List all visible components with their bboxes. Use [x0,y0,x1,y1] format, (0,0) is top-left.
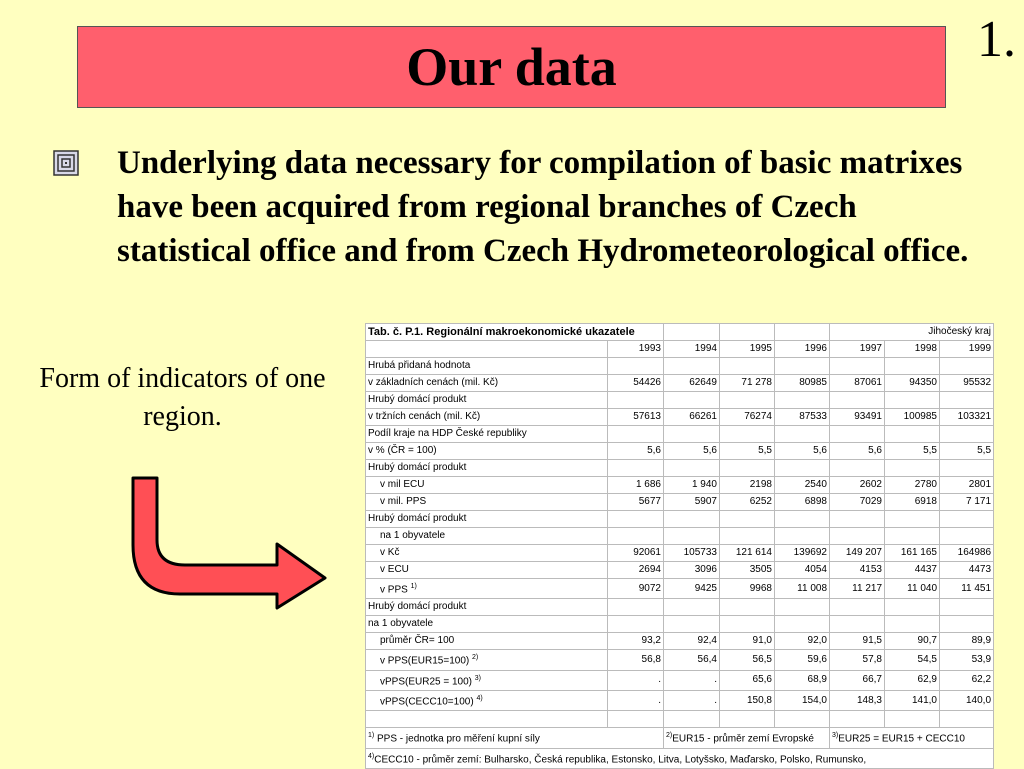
table-cell [775,358,830,375]
table-cell [885,511,940,528]
table-cell [885,528,940,545]
table-cell: 68,9 [775,670,830,690]
table-row [366,426,994,443]
table-cell [608,358,664,375]
footnote-row [366,728,994,748]
table-cell [830,528,885,545]
table-cell: 2602 [830,477,885,494]
table-cell [885,599,940,616]
table-cell [664,599,720,616]
table-cell: 5,6 [664,443,720,460]
table-cell: . [664,670,720,690]
table-cell: 140,0 [940,690,994,710]
footnote-2: $^{2)}$EUR15 - průměr zemí Evropské [664,728,830,748]
indicators-table [365,323,994,769]
table-cell [664,711,720,728]
table-cell: 93491 [830,409,885,426]
table-cell: 4473 [940,562,994,579]
row-label: průměr ČR= 100 [366,633,608,650]
table-cell: 7 171 [940,494,994,511]
table-cell: 5,5 [885,443,940,460]
curved-arrow-icon [125,470,335,610]
table-cell: 87533 [775,409,830,426]
table-row [366,562,994,579]
nested-square-bullet-icon [53,150,79,176]
table-cell: 100985 [885,409,940,426]
table-cell: 2780 [885,477,940,494]
table-cell: 80985 [775,375,830,392]
table-cell: 11 040 [885,579,940,599]
table-title: Tab. č. P.1. Regionální makroekonomické ukazatele [366,324,664,341]
table-cell [664,460,720,477]
table-cell [885,392,940,409]
table-cell: 62,2 [940,670,994,690]
table-row [366,409,994,426]
table-cell: 93,2 [608,633,664,650]
table-cell: 66261 [664,409,720,426]
year-header: 1996 [775,341,830,358]
row-label [366,711,608,728]
table-cell [775,511,830,528]
table-cell: 56,5 [720,650,775,670]
table-cell: 11 451 [940,579,994,599]
table-row [366,633,994,650]
table-cell [720,599,775,616]
table-cell: 149 207 [830,545,885,562]
table-row [366,477,994,494]
row-label: v PPS(EUR15=100) $^{2)}$ [366,650,608,670]
indicators-table-container [365,323,993,769]
table-cell: 57,8 [830,650,885,670]
table-cell [940,511,994,528]
table-cell: 4437 [885,562,940,579]
table-cell [885,426,940,443]
table-cell [830,711,885,728]
table-row [366,690,994,710]
table-cell [608,426,664,443]
row-label: Hrubá přidaná hodnota [366,358,608,375]
row-label: v ECU [366,562,608,579]
footnote-row [366,748,994,768]
table-row [366,528,994,545]
table-cell: 62,9 [885,670,940,690]
row-label: Podíl kraje na HDP České republiky [366,426,608,443]
table-cell: 1 940 [664,477,720,494]
table-cell: 2694 [608,562,664,579]
table-row [366,650,994,670]
table-row [366,599,994,616]
table-cell [608,599,664,616]
footnote-3: $^{3)}$EUR25 = EUR15 + CECC10 [830,728,994,748]
table-cell: 161 165 [885,545,940,562]
table-cell: 56,4 [664,650,720,670]
table-cell [830,460,885,477]
table-cell: 9425 [664,579,720,599]
table-cell: 121 614 [720,545,775,562]
table-row [366,443,994,460]
table-cell [720,426,775,443]
table-cell [664,616,720,633]
table-cell [608,460,664,477]
table-cell [775,528,830,545]
table-cell: 56,8 [608,650,664,670]
table-row [366,375,994,392]
table-cell [720,711,775,728]
bullet-text: Underlying data necessary for compilation of basic matrixes have been acquired from regional branches of Czech statistical office and from Czech Hydrometeorological office. [117,145,969,269]
table-cell [940,528,994,545]
table-cell [775,711,830,728]
table-cell: 57613 [608,409,664,426]
table-cell [664,392,720,409]
table-cell: 59,6 [775,650,830,670]
table-cell: 141,0 [885,690,940,710]
table-cell: 76274 [720,409,775,426]
table-cell: 5,5 [720,443,775,460]
table-cell: 164986 [940,545,994,562]
table-cell: 53,9 [940,650,994,670]
row-label: v % (ČR = 100) [366,443,608,460]
table-cell [608,392,664,409]
table-cell [830,426,885,443]
table-cell [940,599,994,616]
table-cell: 9072 [608,579,664,599]
table-cell: 6252 [720,494,775,511]
table-cell [608,511,664,528]
table-cell: 3505 [720,562,775,579]
table-cell: . [664,690,720,710]
table-cell [885,460,940,477]
table-cell: 105733 [664,545,720,562]
table-cell: 54426 [608,375,664,392]
table-cell [720,392,775,409]
row-label: v mil. PPS [366,494,608,511]
table-cell: 11 008 [775,579,830,599]
year-header: 1995 [720,341,775,358]
table-cell [940,426,994,443]
footnote-1: $^{1)}$ PPS - jednotka pro měření kupní síly [366,728,664,748]
table-cell [830,599,885,616]
row-label: Hrubý domácí produkt [366,511,608,528]
table-cell [830,392,885,409]
table-cell [940,358,994,375]
table-row [366,358,994,375]
table-cell [720,460,775,477]
table-cell: . [608,670,664,690]
row-label: v Kč [366,545,608,562]
table-cell [940,616,994,633]
table-cell: 71 278 [720,375,775,392]
table-cell [720,511,775,528]
table-cell [664,511,720,528]
table-cell [775,392,830,409]
year-header: 1993 [608,341,664,358]
table-cell [775,426,830,443]
table-cell: 95532 [940,375,994,392]
table-cell: 5,6 [775,443,830,460]
row-label: vPPS(CECC10=100) $^{4)}$ [366,690,608,710]
year-header: 1998 [885,341,940,358]
table-cell: 87061 [830,375,885,392]
year-header: 1999 [940,341,994,358]
table-row [366,711,994,728]
footnote-4: $^{4)}$CECC10 - průměr zemí: Bulharsko, Česká republika, Estonsko, Litva, Lotyšsko, Maďarsko, Polsko, Rumunsko, [366,748,994,768]
table-cell: 3096 [664,562,720,579]
side-caption: Form of indicators of one region. [39,363,326,432]
table-cell: 5677 [608,494,664,511]
table-cell [775,599,830,616]
table-cell: 5,6 [830,443,885,460]
table-cell [664,426,720,443]
table-cell: 5,5 [940,443,994,460]
table-cell: 6898 [775,494,830,511]
slide-number: 1. [977,11,1016,68]
table-row [366,579,994,599]
table-cell: 4054 [775,562,830,579]
row-label: Hrubý domácí produkt [366,460,608,477]
table-cell: 5,6 [608,443,664,460]
table-cell: 4153 [830,562,885,579]
table-cell: 5907 [664,494,720,511]
table-cell [830,616,885,633]
table-row [366,460,994,477]
row-label: na 1 obyvatele [366,528,608,545]
table-cell: 92061 [608,545,664,562]
table-cell [608,616,664,633]
row-label: v PPS $^{1)}$ [366,579,608,599]
year-header: 1997 [830,341,885,358]
slide-title: Our data [406,37,617,97]
table-cell: 139692 [775,545,830,562]
table-cell: 65,6 [720,670,775,690]
table-cell: 2198 [720,477,775,494]
table-cell [720,528,775,545]
table-cell: 2801 [940,477,994,494]
table-cell: 90,7 [885,633,940,650]
table-cell: 2540 [775,477,830,494]
table-cell: 94350 [885,375,940,392]
table-title-row [366,324,994,341]
table-cell: 91,5 [830,633,885,650]
row-label: v základních cenách (mil. Kč) [366,375,608,392]
table-cell: 92,4 [664,633,720,650]
table-cell [830,358,885,375]
table-cell: 62649 [664,375,720,392]
table-cell: 1 686 [608,477,664,494]
row-label: v mil ECU [366,477,608,494]
table-cell: 54,5 [885,650,940,670]
table-cell [608,711,664,728]
table-cell [775,460,830,477]
table-cell: 92,0 [775,633,830,650]
table-cell: . [608,690,664,710]
table-cell: 150,8 [720,690,775,710]
title-banner [77,26,946,108]
table-cell: 66,7 [830,670,885,690]
table-cell [885,358,940,375]
table-cell: 6918 [885,494,940,511]
table-cell: 89,9 [940,633,994,650]
table-cell: 103321 [940,409,994,426]
table-cell [940,711,994,728]
row-label: Hrubý domácí produkt [366,392,608,409]
table-cell [664,358,720,375]
table-cell [885,711,940,728]
table-cell [608,528,664,545]
table-cell: 7029 [830,494,885,511]
table-row [366,670,994,690]
row-label: Hrubý domácí produkt [366,599,608,616]
table-region: Jihočeský kraj [830,324,994,341]
table-row [366,494,994,511]
table-row [366,511,994,528]
table-row [366,545,994,562]
table-cell [940,392,994,409]
year-header-row [366,341,994,358]
row-label: na 1 obyvatele [366,616,608,633]
row-label: v tržních cenách (mil. Kč) [366,409,608,426]
table-cell [664,528,720,545]
year-header: 1994 [664,341,720,358]
table-row [366,616,994,633]
table-cell: 154,0 [775,690,830,710]
table-cell [940,460,994,477]
table-cell: 148,3 [830,690,885,710]
table-cell: 11 217 [830,579,885,599]
table-cell [885,616,940,633]
table-cell [720,616,775,633]
table-row [366,392,994,409]
table-cell [720,358,775,375]
table-cell: 91,0 [720,633,775,650]
table-cell: 9968 [720,579,775,599]
row-label: vPPS(EUR25 = 100) $^{3)}$ [366,670,608,690]
table-cell [775,616,830,633]
table-cell [830,511,885,528]
